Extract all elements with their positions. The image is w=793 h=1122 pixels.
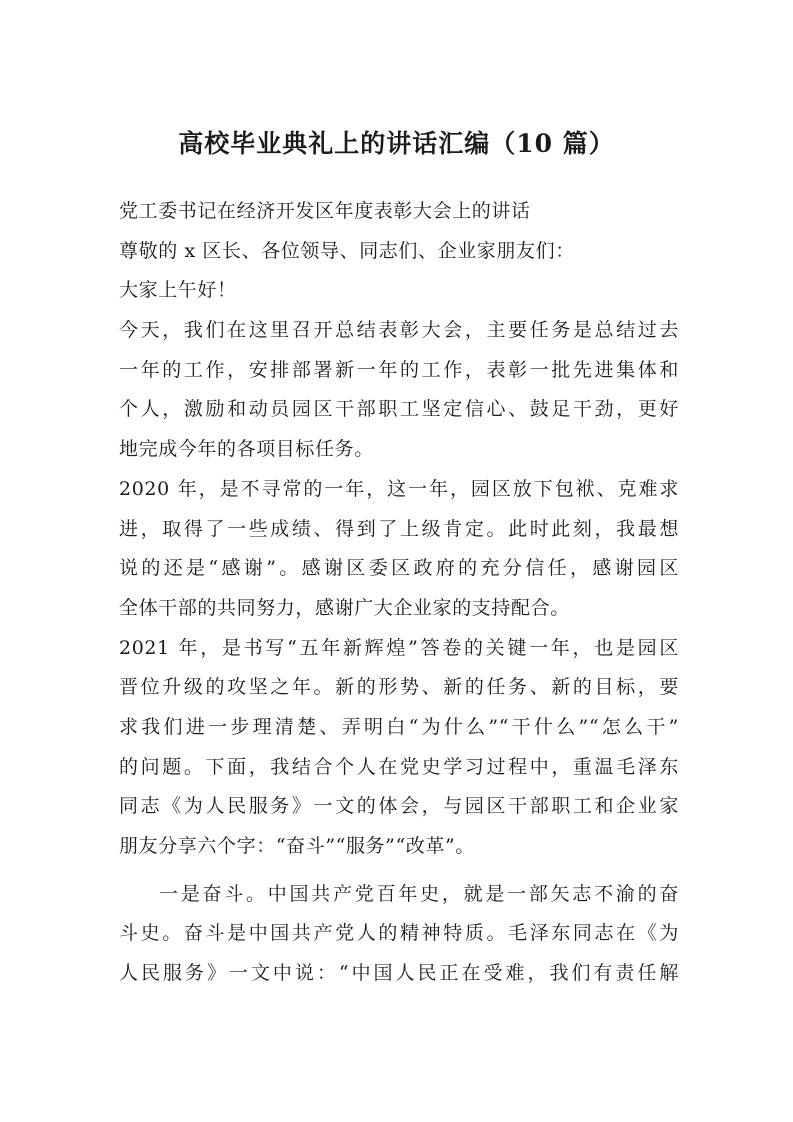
paragraph-line: 说的还是“感谢”。感谢区委区政府的充分信任，感谢园区	[119, 557, 679, 580]
salutation: 尊敬的 x 区长、各位领导、同志们、企业家朋友们：	[119, 239, 575, 262]
speech-heading: 党工委书记在经济开发区年度表彰大会上的讲话	[119, 200, 531, 222]
paragraph-line: 2020 年，是不寻常的一年，这一年，园区放下包袱、克难求	[119, 477, 679, 500]
paragraph-line: 一是奋斗。中国共产党百年史，就是一部矢志不渝的奋	[159, 882, 679, 905]
paragraph-line: 人民服务》一文中说：“中国人民正在受难，我们有责任解	[119, 962, 679, 985]
paragraph-line: 地完成今年的各项目标任务。	[119, 438, 374, 461]
paragraph-line: 个人，激励和动员园区干部职工坚定信心、鼓足干劲，更好	[119, 398, 679, 421]
paragraph-line: 全体干部的共同努力，感谢广大企业家的支持配合。	[119, 596, 570, 619]
document-body	[119, 192, 679, 994]
paragraph-line: 朋友分享六个字：“奋斗”“服务”“改革”。	[119, 835, 475, 857]
paragraph-line: 进，取得了一些成绩、得到了上级肯定。此时此刻，我最想	[119, 517, 679, 540]
paragraph-line: 2021 年，是书写“五年新辉煌”答卷的关键一年，也是园区	[119, 636, 679, 659]
paragraph-line: 晋位升级的攻坚之年。新的形势、新的任务、新的目标，要	[119, 676, 679, 699]
greeting: 大家上午好！	[119, 279, 237, 302]
paragraph-line: 今天，我们在这里召开总结表彰大会，主要任务是总结过去	[119, 319, 679, 342]
paragraph-line: 斗史。奋斗是中国共产党人的精神特质。毛泽东同志在《为	[119, 922, 679, 945]
paragraph-line: 一年的工作，安排部署新一年的工作，表彰一批先进集体和	[119, 358, 679, 381]
paragraph-spacer	[119, 867, 679, 875]
paragraph-line: 同志《为人民服务》一文的体会，与园区干部职工和企业家	[119, 795, 679, 818]
document-title: 高校毕业典礼上的讲话汇编（10 篇）	[178, 129, 615, 158]
paragraph-line: 的问题。下面，我结合个人在党史学习过程中，重温毛泽东	[119, 755, 679, 778]
paragraph-line: 求我们进一步理清楚、弄明白“为什么”“干什么”“怎么干”	[119, 715, 679, 738]
